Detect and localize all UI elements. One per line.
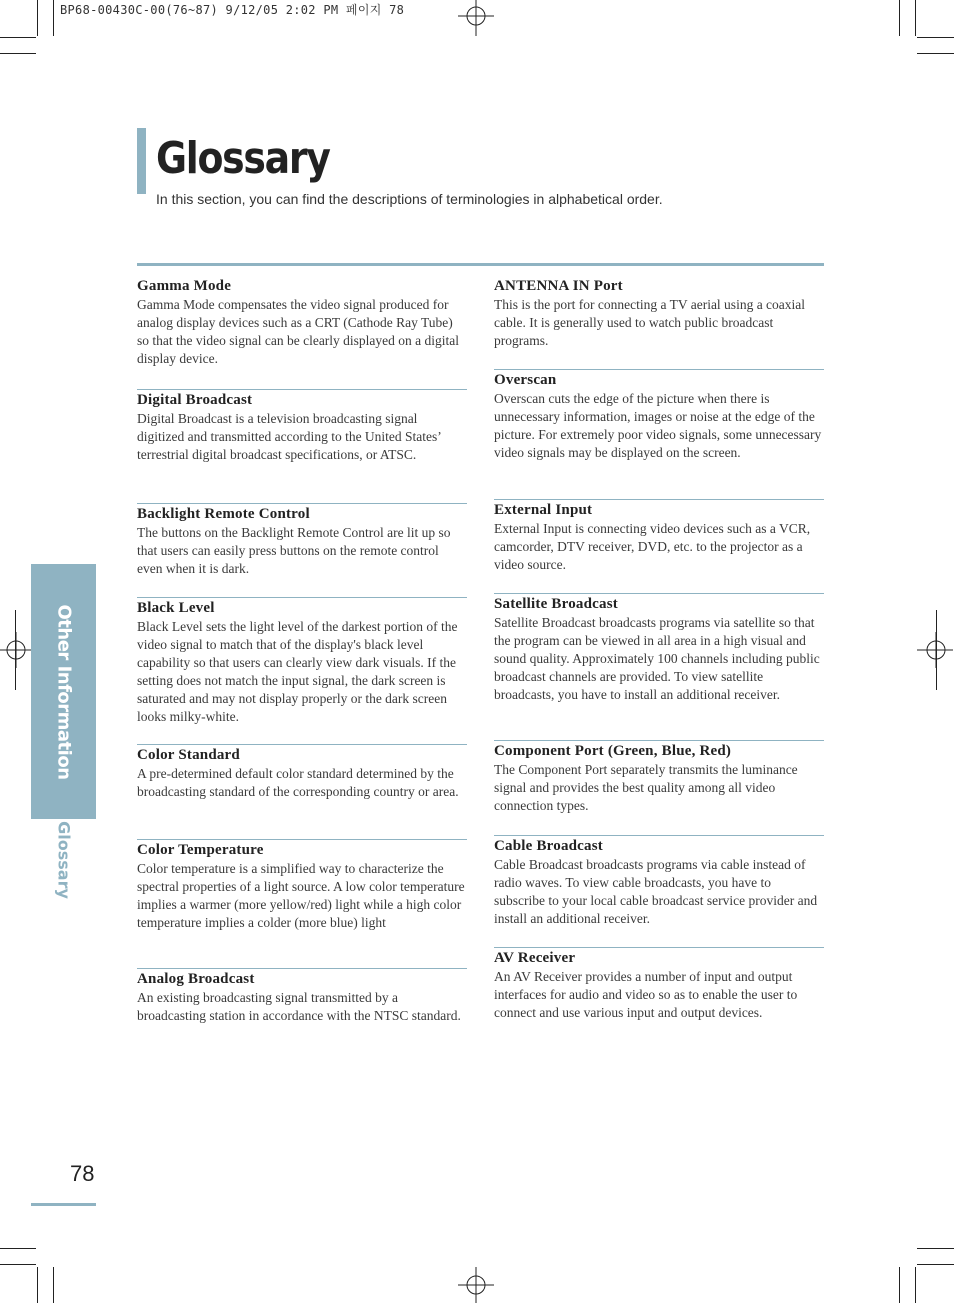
page-number-rule	[31, 1203, 96, 1206]
glossary-entry	[137, 839, 467, 932]
glossary-entry	[137, 503, 467, 578]
glossary-term: Color Standard	[137, 747, 240, 763]
page-title: Glossary	[156, 133, 330, 184]
glossary-entry	[137, 597, 467, 726]
crop-mark	[915, 0, 916, 36]
glossary-term: Backlight Remote Control	[137, 506, 310, 522]
crop-mark	[936, 610, 937, 690]
side-tab-subsection	[31, 820, 96, 900]
glossary-term: External Input	[494, 502, 593, 518]
glossary-definition: Cable Broadcast broadcasts programs via cable instead of radio waves. To view cable broadcasts, you have to subscribe to your local cable broadcast service provider and install an additional receiver.	[494, 857, 818, 926]
glossary-definition: Black Level sets the light level of the darkest portion of the video signal to match that of the display's black level capability so that users can clearly view dark visuals. If the setting does not match the input signal, the dark screen is saturated and may not display properly or the dark screen looks milky-white.	[137, 619, 458, 724]
glossary-term: Gamma Mode	[137, 278, 232, 294]
glossary-entry	[494, 369, 824, 462]
crop-mark	[53, 0, 54, 36]
print-header: BP68-00430C-00(76~87) 9/12/05 2:02 PM 페이지 78	[60, 3, 405, 17]
glossary-term: Analog Broadcast	[137, 971, 255, 987]
registration-mark-icon	[458, 0, 494, 36]
crop-mark	[899, 0, 900, 36]
glossary-term: Color Temperature	[137, 842, 264, 858]
glossary-definition: The Component Port separately transmits the luminance signal and provides the best quality among all video connection types.	[494, 762, 798, 813]
glossary-definition: Satellite Broadcast broadcasts programs via satellite so that the program can be viewed in all area in a high visual and sound quality. Approximately 100 channels including public broadcast channels are provided. To view satellite broadcasts, you have to install an additional receiver.	[494, 615, 820, 702]
glossary-term: Overscan	[494, 372, 557, 388]
glossary-term: Cable Broadcast	[494, 838, 603, 854]
crop-mark	[917, 1264, 954, 1265]
glossary-definition: A pre-determined default color standard determined by the broadcasting standard of the corresponding country or area.	[137, 766, 459, 799]
glossary-definition: An existing broadcasting signal transmitted by a broadcasting station in accordance with the NTSC standard.	[137, 990, 461, 1023]
crop-mark	[15, 610, 16, 690]
side-tab-label: Other Information	[53, 603, 74, 780]
glossary-entry	[137, 276, 467, 368]
glossary-definition: Gamma Mode compensates the video signal produced for analog display devices such as a CRT (Cathode Ray Tube) so that the video signal can be clearly displayed on a digital display device.	[137, 297, 460, 366]
glossary-term: Black Level	[137, 600, 215, 616]
crop-mark	[917, 53, 954, 54]
crop-mark	[917, 1248, 954, 1249]
glossary-definition: Overscan cuts the edge of the picture when there is unnecessary information, images or noise at the edge of the picture. For extremely poor video signals, some unnecessary video signals may be displayed on the screen.	[494, 391, 822, 460]
glossary-definition: Digital Broadcast is a television broadcasting signal digitized and transmitted according to the United States’ terrestrial digital broadcast specifications, or ATSC.	[137, 411, 441, 462]
glossary-entry	[494, 740, 824, 815]
crop-mark	[0, 1248, 36, 1249]
glossary-term: Digital Broadcast	[137, 392, 253, 408]
glossary-definition: External Input is connecting video devices such as a VCR, camcorder, DTV receiver, DVD, etc. to the projector as a video source.	[494, 521, 811, 572]
glossary-term: ANTENNA IN Port	[494, 278, 623, 294]
crop-mark	[53, 1267, 54, 1303]
page-subtitle: In this section, you can find the descriptions of terminologies in alphabetical order.	[156, 191, 663, 207]
glossary-entry	[494, 835, 824, 928]
crop-mark	[0, 53, 36, 54]
title-accent-bar	[137, 128, 146, 194]
section-divider	[137, 263, 824, 266]
crop-mark	[917, 37, 954, 38]
glossary-definition: An AV Receiver provides a number of input and output interfaces for audio and video so as to enable the user to connect and use various input and output devices.	[494, 969, 798, 1020]
registration-mark-icon	[917, 632, 953, 668]
side-tab-section	[31, 564, 96, 819]
glossary-entry	[137, 389, 467, 464]
crop-mark	[37, 1267, 38, 1303]
glossary-entry	[137, 744, 467, 801]
glossary-entry	[494, 593, 824, 704]
registration-mark-icon	[458, 1267, 494, 1303]
glossary-entry	[494, 499, 824, 574]
crop-mark	[37, 0, 38, 36]
glossary-definition: Color temperature is a simplified way to characterize the spectral properties of a light source. A low color temperature implies a warmer (more yellow/red) light while a high color temperature implies a colder (more blue) light	[137, 861, 465, 930]
glossary-term: Satellite Broadcast	[494, 596, 618, 612]
glossary-definition: This is the port for connecting a TV aerial using a coaxial cable. It is generally used to watch public broadcast programs.	[494, 297, 806, 348]
glossary-term: Component Port (Green, Blue, Red)	[494, 743, 732, 759]
glossary-entry	[494, 947, 824, 1022]
side-subsection-label: Glossary	[54, 821, 73, 899]
glossary-entry	[137, 968, 467, 1025]
glossary-term: AV Receiver	[494, 950, 576, 966]
crop-mark	[915, 1267, 916, 1303]
crop-mark	[899, 1267, 900, 1303]
glossary-definition: The buttons on the Backlight Remote Control are lit up so that users can easily press buttons on the remote control even when it is dark.	[137, 525, 451, 576]
page-number: 78	[70, 1161, 95, 1186]
crop-mark	[0, 37, 36, 38]
crop-mark	[0, 1264, 36, 1265]
glossary-entry	[494, 276, 824, 350]
